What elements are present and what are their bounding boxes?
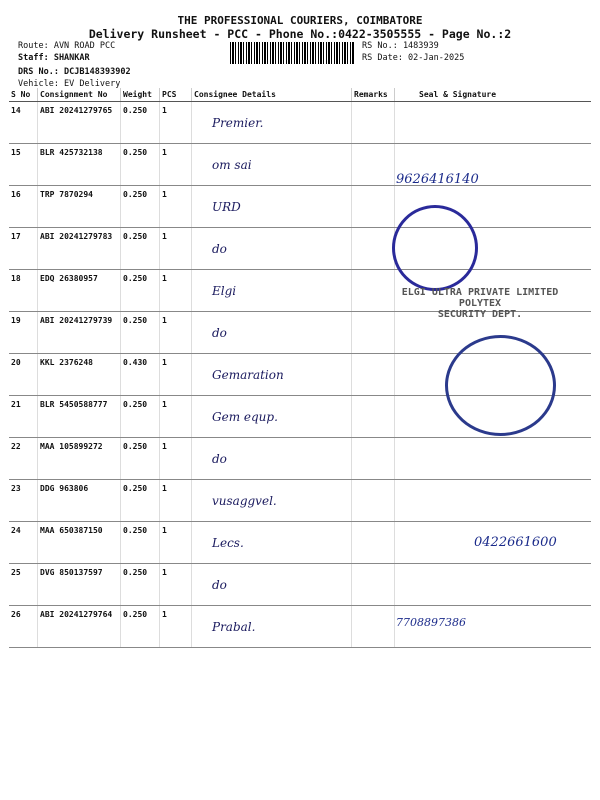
consignment-cell: BLR 5450588777 [38,396,121,438]
sno-cell: 22 [9,438,38,480]
handwritten-consignee: do [212,578,227,592]
sno-cell: 20 [9,354,38,396]
consignee-cell [192,480,352,522]
remarks-cell [352,354,395,396]
sno-cell: 19 [9,312,38,354]
pcs-cell: 1 [160,438,192,480]
weight-cell: 0.250 [121,564,160,606]
weight-cell: 0.430 [121,354,160,396]
handwritten-consignee: Gemaration [212,368,284,382]
seal-cell [395,438,592,480]
handwritten-consignee: Lecs. [212,536,244,550]
consignment-cell: DVG 850137597 [38,564,121,606]
table-row [9,480,591,522]
pcs-cell: 1 [160,396,192,438]
remarks-cell [352,186,395,228]
pcs-cell: 1 [160,480,192,522]
rs-no: RS No.: 1483939 [362,41,439,51]
weight-cell: 0.250 [121,270,160,312]
pcs-cell: 1 [160,606,192,648]
drs-label: DRS No.: DCJB148393902 [18,67,131,77]
table-row [9,102,591,144]
consignment-cell: ABI 20241279739 [38,312,121,354]
elgi-stamp [385,287,575,320]
consignment-cell: EDQ 26380957 [38,270,121,312]
remarks-cell [352,228,395,270]
sno-cell: 25 [9,564,38,606]
consignment-cell: ABI 20241279783 [38,228,121,270]
remarks-cell [352,144,395,186]
consignment-cell: BLR 425732138 [38,144,121,186]
remarks-cell [352,522,395,564]
table-row [9,228,591,270]
consignee-cell [192,144,352,186]
elgi-line2: POLYTEX [458,298,502,309]
table-header-row [9,88,591,102]
consignment-cell: KKL 2376248 [38,354,121,396]
round-seal-stamp [392,205,478,291]
sno-cell: 16 [9,186,38,228]
staff-label: Staff: SHANKAR [18,53,90,63]
seal-cell [395,480,592,522]
weight-cell: 0.250 [121,144,160,186]
sno-cell: 23 [9,480,38,522]
pcs-cell: 1 [160,186,192,228]
seal-cell [395,102,592,144]
weight-cell: 0.250 [121,312,160,354]
consignee-cell [192,228,352,270]
signature-15: 9626416140 [396,172,479,187]
barcode [230,42,355,64]
consignee-cell [192,102,352,144]
col-consignment: Consignment No [38,88,121,102]
pcs-cell: 1 [160,102,192,144]
rs-info [362,40,464,64]
handwritten-consignee: do [212,242,227,256]
handwritten-consignee: Prabal. [212,620,256,634]
remarks-cell [352,480,395,522]
col-remarks: Remarks [352,88,395,102]
table-row [9,186,591,228]
remarks-cell [352,438,395,480]
weight-cell: 0.250 [121,438,160,480]
consignee-cell [192,312,352,354]
consignment-cell: DDG 963806 [38,480,121,522]
consignment-cell: ABI 20241279764 [38,606,121,648]
handwritten-consignee: URD [212,200,241,214]
weight-cell: 0.250 [121,480,160,522]
remarks-cell [352,564,395,606]
handwritten-consignee: om sai [212,158,252,172]
runsheet-subtitle: Delivery Runsheet - PCC - Phone No.:0422-3505555 - Page No.:2 [88,27,512,41]
remarks-cell [352,396,395,438]
consignee-cell [192,606,352,648]
sno-cell: 26 [9,606,38,648]
consignee-cell [192,270,352,312]
table-row [9,606,591,648]
sno-cell: 18 [9,270,38,312]
elgi-line3: SECURITY DEPT. [437,309,523,320]
pcs-cell: 1 [160,270,192,312]
sno-cell: 21 [9,396,38,438]
vehicle-label: Vehicle: EV Delivery [18,79,121,89]
sno-cell: 24 [9,522,38,564]
weight-cell: 0.250 [121,186,160,228]
remarks-cell [352,102,395,144]
rs-date: RS Date: 02-Jan-2025 [362,53,465,63]
handwritten-consignee: Premier. [212,116,264,130]
handwritten-consignee: Elgi [212,284,237,298]
consignee-cell [192,564,352,606]
seal-cell [395,564,592,606]
col-seal: Seal & Signature [395,88,592,102]
pcs-cell: 1 [160,144,192,186]
weight-cell: 0.250 [121,396,160,438]
sno-cell: 15 [9,144,38,186]
pcs-cell: 1 [160,564,192,606]
pcs-cell: 1 [160,228,192,270]
weight-cell: 0.250 [121,606,160,648]
consignee-cell [192,522,352,564]
pcs-cell: 1 [160,312,192,354]
consignment-cell: MAA 650387150 [38,522,121,564]
consignee-cell [192,438,352,480]
consignee-cell [192,186,352,228]
weight-cell: 0.250 [121,228,160,270]
col-consignee: Consignee Details [192,88,352,102]
col-sno: S No [9,88,38,102]
col-pcs: PCS [160,88,192,102]
pcs-cell: 1 [160,354,192,396]
consignee-cell [192,354,352,396]
handwritten-consignee: do [212,452,227,466]
consignment-cell: ABI 20241279765 [38,102,121,144]
consignment-cell: MAA 105899272 [38,438,121,480]
handwritten-consignee: do [212,326,227,340]
signature-24: 0422661600 [474,535,557,550]
table-row [9,564,591,606]
route-info [18,40,131,90]
table-row [9,438,591,480]
weight-cell: 0.250 [121,102,160,144]
round-seal-stamp-2 [445,335,556,436]
weight-cell: 0.250 [121,522,160,564]
sno-cell: 14 [9,102,38,144]
remarks-cell [352,606,395,648]
consignee-cell [192,396,352,438]
table-row [9,144,591,186]
col-weight: Weight [121,88,160,102]
route-label: Route: AVN ROAD PCC [18,41,116,51]
pcs-cell: 1 [160,522,192,564]
handwritten-consignee: vusaggvel. [212,494,277,508]
elgi-line1: ELGI ULTRA PRIVATE LIMITED [401,287,559,298]
signature-26: 7708897386 [396,616,466,629]
company-title: THE PROFESSIONAL COURIERS, COIMBATORE [177,14,423,27]
sno-cell: 17 [9,228,38,270]
handwritten-consignee: Gem equp. [212,410,278,424]
consignment-cell: TRP 7870294 [38,186,121,228]
